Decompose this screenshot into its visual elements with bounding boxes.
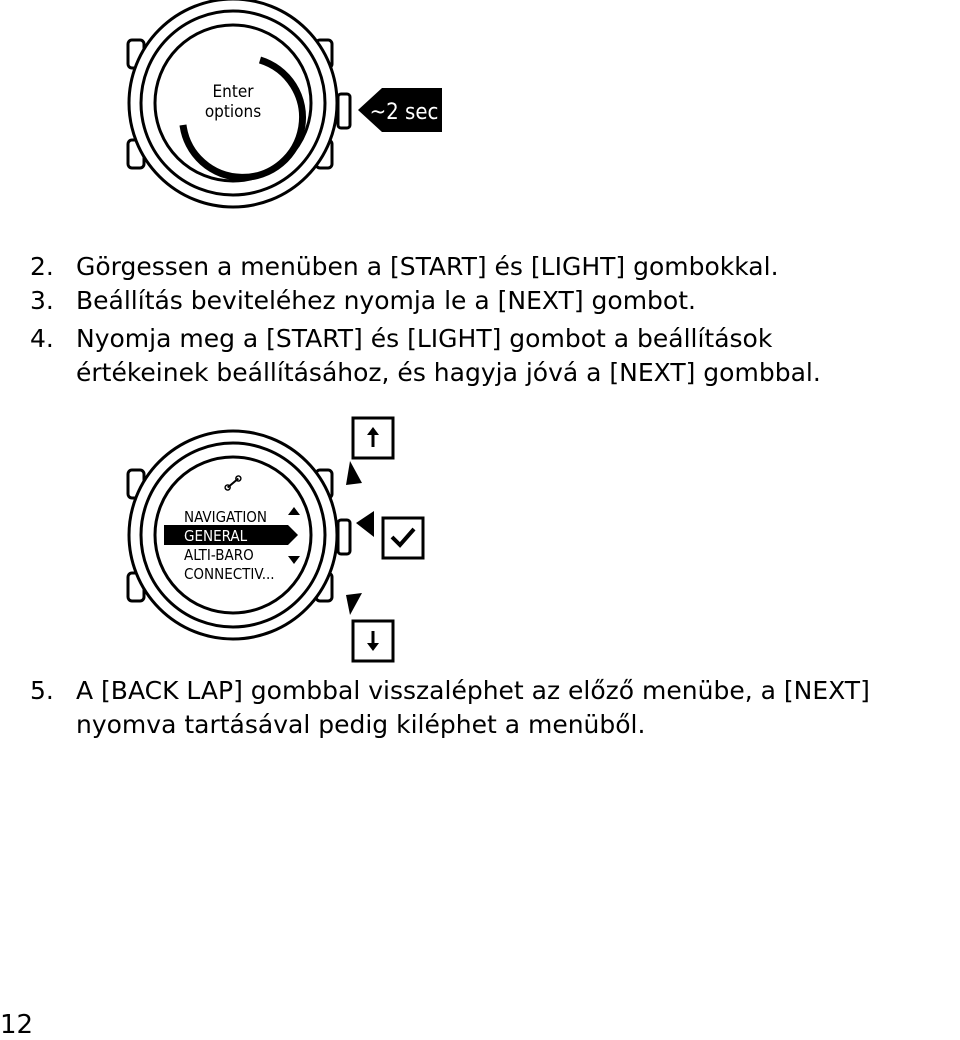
menu-item-connectivity: CONNECTIV... (184, 565, 275, 583)
step-5 (30, 674, 870, 742)
hold-duration-label: ~2 sec (369, 100, 439, 125)
step-text-continued: nyomva tartásával pedig kiléphet a menüből. (76, 710, 646, 739)
step-4 (30, 322, 821, 390)
step-3 (30, 284, 696, 318)
watch-button-middle-right (338, 94, 350, 128)
step-number: 4. (30, 324, 54, 353)
step-text-continued: értékeinek beállításához, és hagyja jóvá a [NEXT] gombbal. (76, 358, 821, 387)
pointer-to-bottom-button (346, 593, 362, 615)
step-text: Görgessen a menüben a [START] és [LIGHT] gombokkal. (76, 252, 779, 281)
menu-item-general: GENERAL (184, 527, 248, 545)
step-text: Beállítás beviteléhez nyomja le a [NEXT] gombot. (76, 286, 696, 315)
confirm-button-box (383, 518, 423, 558)
menu-item-navigation: NAVIGATION (184, 508, 268, 526)
page-number: 12 (0, 1010, 34, 1040)
pointer-to-middle-button (356, 511, 374, 537)
step-text: A [BACK LAP] gombbal visszaléphet az előző menübe, a [NEXT] (76, 676, 870, 705)
screen-enter-text: Enter (212, 82, 254, 102)
step-number: 3. (30, 286, 54, 315)
screen-options-text: options (204, 102, 262, 122)
step-number: 5. (30, 676, 54, 705)
watch-enter-options-figure (120, 0, 460, 210)
step-number: 2. (30, 252, 54, 281)
pointer-to-top-button (346, 461, 362, 485)
step-text: Nyomja meg a [START] és [LIGHT] gombot a beállítások (76, 324, 773, 353)
menu-item-alti-baro: ALTI-BARO (184, 546, 254, 564)
button-legend (340, 415, 430, 665)
step-2 (30, 250, 779, 284)
